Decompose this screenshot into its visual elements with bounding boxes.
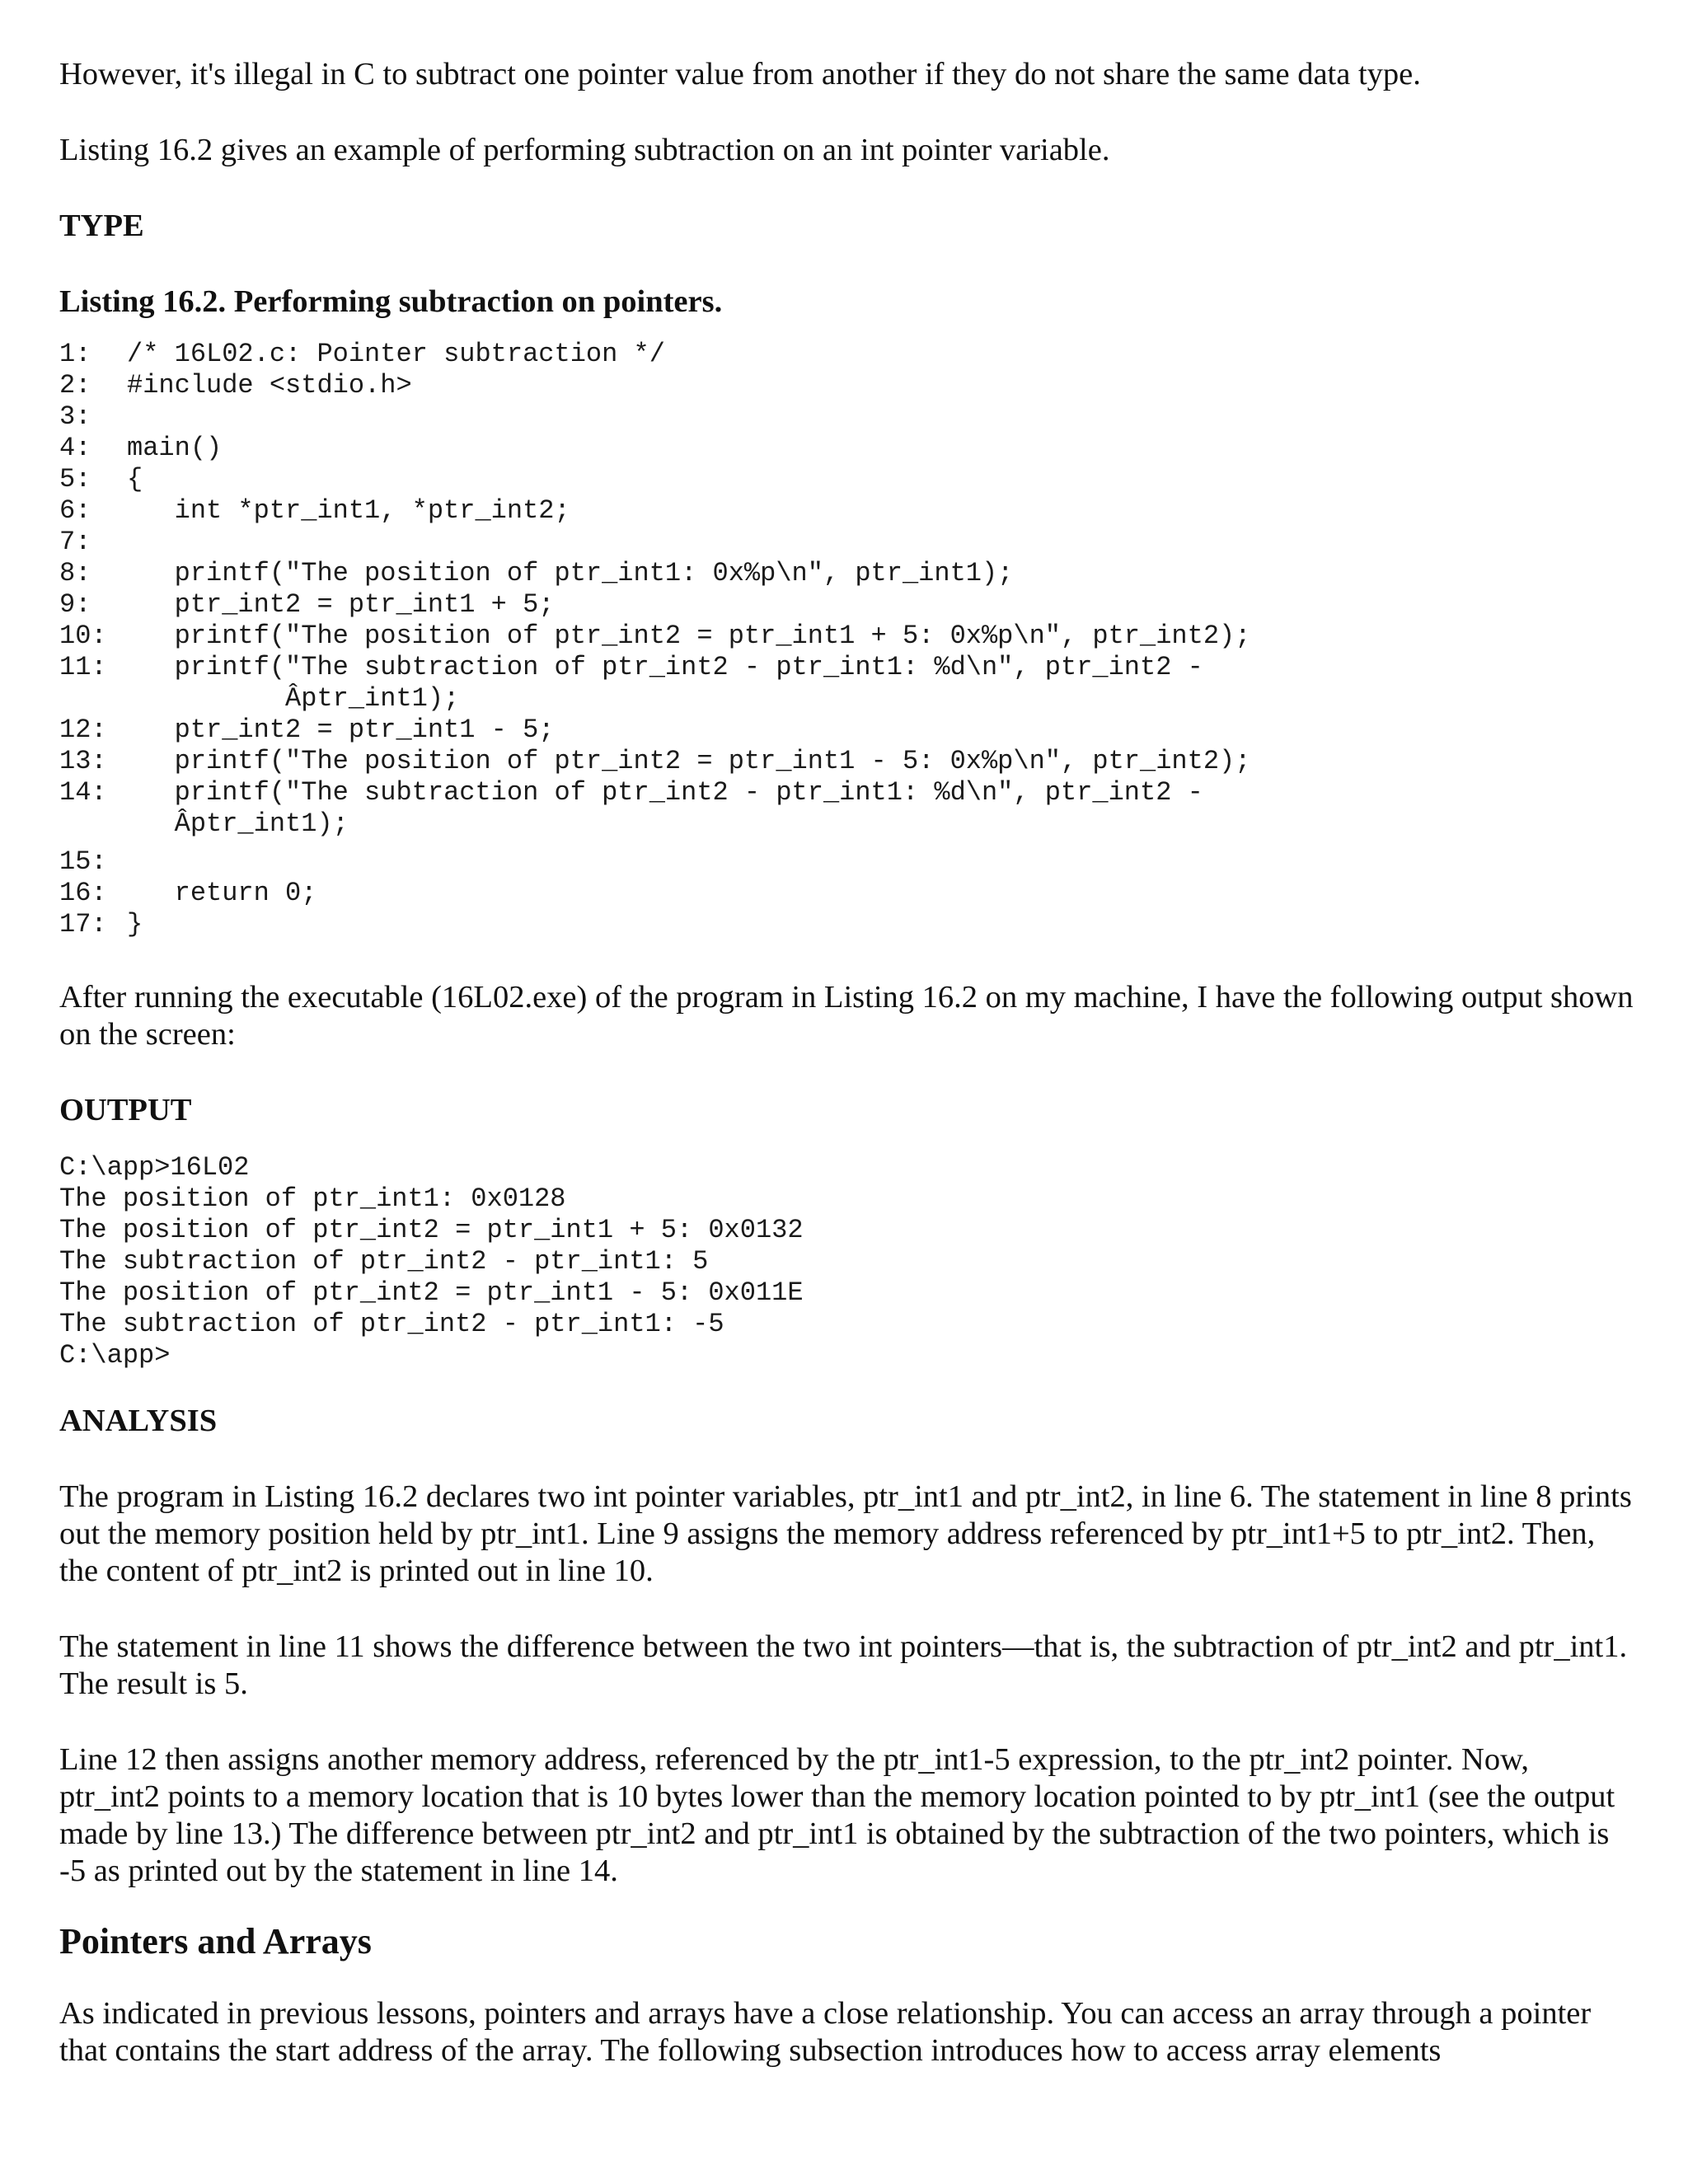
code-line	[59, 808, 1634, 840]
line-number: 2:	[59, 370, 91, 401]
line-number: 8:	[59, 558, 91, 588]
code-line	[59, 909, 1634, 940]
document-page	[59, 56, 1634, 2069]
code-line	[59, 715, 1634, 746]
intro-paragraph-2: Listing 16.2 gives an example of performing subtraction on an int pointer variable.	[59, 133, 1110, 167]
listing-title: Listing 16.2. Performing subtraction on pointers.	[59, 284, 723, 319]
code-text: printf("The subtraction of ptr_int2 - ptr_int1: %d\n", ptr_int2 -	[127, 777, 1203, 808]
type-label: TYPE	[59, 209, 144, 243]
code-line	[59, 846, 1634, 878]
line-number: 9:	[59, 589, 91, 620]
code-text: #include <stdio.h>	[127, 370, 412, 401]
output-line: The position of ptr_int2 = ptr_int1 - 5: 0x011E	[59, 1277, 804, 1308]
code-line	[59, 621, 1634, 652]
code-line	[59, 433, 1634, 464]
line-number: 3:	[59, 401, 91, 432]
code-line	[59, 746, 1634, 777]
line-number	[59, 683, 127, 715]
program-output	[59, 1152, 1634, 1371]
output-line: The position of ptr_int2 = ptr_int1 + 5: 0x0132	[59, 1215, 804, 1245]
code-line	[59, 683, 1634, 715]
line-number: 17:	[59, 909, 107, 940]
section-paragraph: As indicated in previous lessons, pointers and arrays have a close relationship. You can access an array through a pointer that contains the start address of the array. The following subsection introduces how to access array elements	[59, 1996, 1592, 2068]
output-line: The subtraction of ptr_int2 - ptr_int1: -5	[59, 1309, 724, 1339]
code-line	[59, 527, 1634, 558]
line-number: 15:	[59, 846, 107, 877]
line-number	[59, 808, 127, 840]
analysis-paragraph-3: Line 12 then assigns another memory address, referenced by the ptr_int1-5 expression, to the ptr_int2 pointer. Now, ptr_int2 points to a memory location that is 10 bytes lower than the memory location pointed to by ptr_int1 (see the output made by line 13.) The difference between ptr_int2 and ptr_int1 is obtained by the subtraction of the two pointers, which is -5 as printed out by the statement in line 14.	[59, 1742, 1615, 1888]
code-line	[59, 558, 1634, 589]
code-text: Âptr_int1);	[127, 683, 460, 714]
code-line	[59, 878, 1634, 909]
code-text: ptr_int2 = ptr_int1 - 5;	[127, 715, 555, 745]
code-text: /* 16L02.c: Pointer subtraction */	[127, 339, 665, 369]
code-listing	[59, 339, 1634, 940]
line-number: 10:	[59, 621, 107, 651]
line-number: 4:	[59, 433, 91, 463]
code-text: return 0;	[127, 878, 317, 908]
output-line: C:\app>	[59, 1340, 171, 1371]
code-text: main()	[127, 433, 223, 463]
code-line	[59, 495, 1634, 527]
section-heading: Pointers and Arrays	[59, 1921, 372, 1961]
line-number: 5:	[59, 464, 91, 494]
code-text: Âptr_int1);	[127, 808, 349, 839]
code-line	[59, 464, 1634, 495]
output-line: C:\app>16L02	[59, 1152, 250, 1183]
after-run-paragraph: After running the executable (16L02.exe) of the program in Listing 16.2 on my machine, I have the following output shown on the screen:	[59, 980, 1634, 1052]
line-number: 12:	[59, 715, 107, 745]
code-text: printf("The position of ptr_int1: 0x%p\n", ptr_int1);	[127, 558, 1014, 588]
intro-paragraph-1: However, it's illegal in C to subtract one pointer value from another if they do not share the same data type.	[59, 57, 1421, 91]
code-text: int *ptr_int1, *ptr_int2;	[127, 495, 570, 526]
line-number: 13:	[59, 746, 107, 776]
line-number: 6:	[59, 495, 91, 526]
code-text: }	[127, 909, 143, 940]
code-line	[59, 370, 1634, 401]
line-number: 1:	[59, 339, 91, 369]
code-line	[59, 339, 1634, 370]
code-text: ptr_int2 = ptr_int1 + 5;	[127, 589, 555, 620]
code-text: printf("The position of ptr_int2 = ptr_int1 - 5: 0x%p\n", ptr_int2);	[127, 746, 1251, 776]
code-line	[59, 589, 1634, 621]
output-label: OUTPUT	[59, 1093, 192, 1127]
code-text: printf("The subtraction of ptr_int2 - ptr_int1: %d\n", ptr_int2 -	[127, 652, 1203, 682]
line-number: 16:	[59, 878, 107, 908]
output-line: The position of ptr_int1: 0x0128	[59, 1183, 566, 1214]
code-text: printf("The position of ptr_int2 = ptr_int1 + 5: 0x%p\n", ptr_int2);	[127, 621, 1251, 651]
analysis-paragraph-2: The statement in line 11 shows the difference between the two int pointers—that is, the subtraction of ptr_int2 and ptr_int1. The result is 5.	[59, 1629, 1628, 1701]
code-line	[59, 652, 1634, 683]
line-number: 14:	[59, 777, 107, 808]
code-text: {	[127, 464, 143, 494]
code-line	[59, 401, 1634, 433]
line-number: 11:	[59, 652, 107, 682]
analysis-paragraph-1: The program in Listing 16.2 declares two int pointer variables, ptr_int1 and ptr_int2, in line 6. The statement in line 8 prints out the memory position held by ptr_int1. Line 9 assigns the memory address referenced by ptr_int1+5 to ptr_int2. Then, the content of ptr_int2 is printed out in line 10.	[59, 1479, 1632, 1588]
output-line: The subtraction of ptr_int2 - ptr_int1: 5	[59, 1246, 709, 1277]
code-line	[59, 777, 1634, 808]
analysis-label: ANALYSIS	[59, 1404, 218, 1438]
line-number: 7:	[59, 527, 91, 557]
